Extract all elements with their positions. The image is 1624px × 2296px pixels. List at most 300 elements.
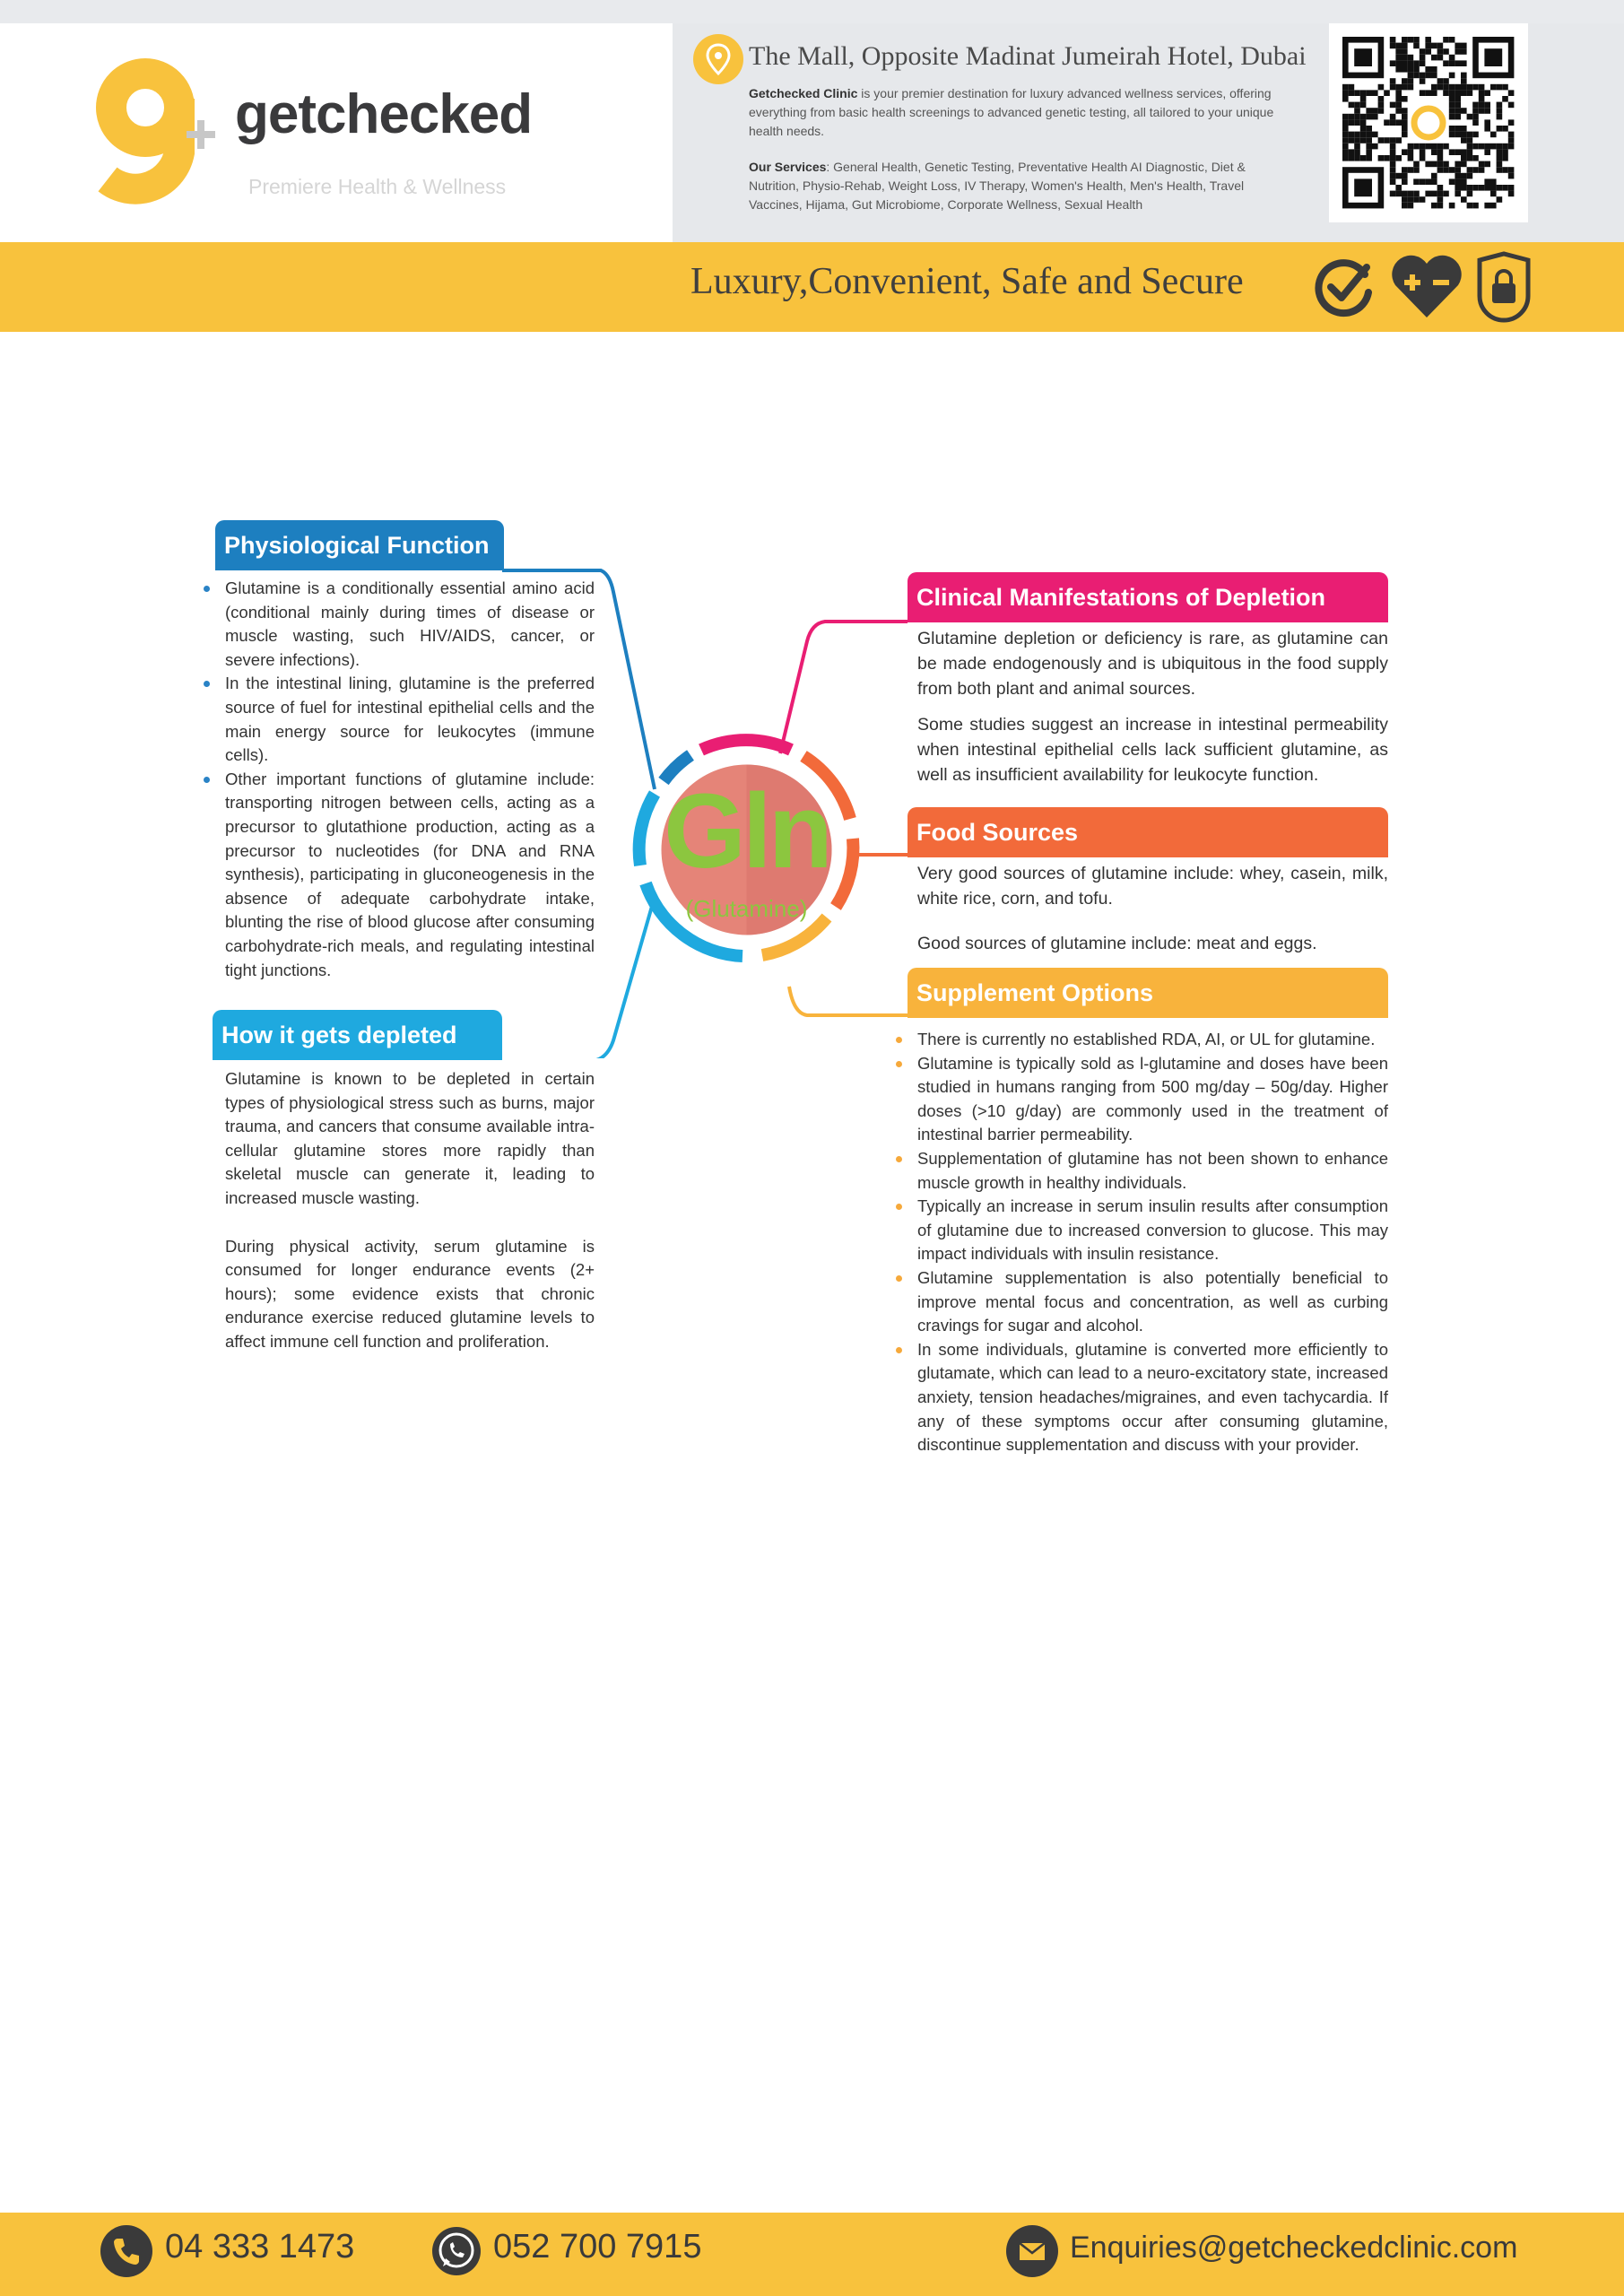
qr-module	[1431, 84, 1437, 91]
qr-module	[1472, 167, 1479, 173]
qr-module	[1484, 185, 1490, 191]
qr-module	[1449, 126, 1455, 132]
qr-module	[1384, 90, 1390, 96]
paragraph: Glutamine is known to be depleted in certain types of physiological stress such as burns, major trauma, and cancers that consume available intra-cellular glutamine stores more rapidly than skeletal muscle can generate it, leading to increased muscle wasting.	[225, 1069, 595, 1207]
qr-module	[1402, 119, 1408, 126]
qr-module	[1497, 114, 1503, 120]
qr-module	[1420, 55, 1426, 61]
qr-module	[1467, 203, 1473, 209]
qr-module	[1425, 66, 1431, 73]
qr-module	[1437, 55, 1444, 61]
qr-module	[1413, 37, 1420, 43]
qr-module	[1349, 119, 1355, 126]
qr-module	[1490, 191, 1497, 197]
qr-code-panel[interactable]	[1329, 23, 1528, 222]
qr-module	[1342, 90, 1349, 96]
qr-module	[1402, 96, 1408, 102]
top-strip	[0, 0, 1624, 23]
qr-module	[1360, 126, 1367, 132]
qr-module	[1366, 155, 1372, 161]
qr-module	[1449, 73, 1455, 79]
qr-module	[1420, 48, 1426, 55]
qr-module	[1502, 149, 1508, 155]
supplement-options-list	[917, 1028, 1388, 1457]
qr-module	[1508, 167, 1515, 173]
qr-module	[1479, 84, 1485, 91]
phone-icon	[100, 2225, 152, 2277]
qr-module	[1472, 132, 1479, 138]
qr-module	[1508, 137, 1515, 144]
qr-module	[1449, 84, 1455, 91]
qr-module	[1479, 90, 1485, 96]
qr-module	[1467, 132, 1473, 138]
qr-module	[1449, 102, 1455, 109]
qr-module	[1408, 167, 1414, 173]
qr-module	[1360, 114, 1367, 120]
qr-module	[1402, 114, 1408, 120]
qr-module	[1461, 90, 1467, 96]
qr-module	[1437, 161, 1444, 168]
qr-module	[1467, 167, 1473, 173]
qr-finder	[1354, 48, 1372, 66]
qr-module	[1484, 102, 1490, 109]
list-item: In the intestinal lining, glutamine is the preferred source of fuel for intestinal epithelial cells and the main energy source for leukocytes (immune cells).	[225, 672, 595, 767]
qr-module	[1413, 196, 1420, 203]
qr-module	[1497, 196, 1503, 203]
qr-module	[1472, 108, 1479, 114]
qr-module	[1402, 191, 1408, 197]
qr-module	[1431, 178, 1437, 185]
qr-module	[1437, 167, 1444, 173]
qr-module	[1413, 191, 1420, 197]
qr-module	[1443, 60, 1449, 66]
qr-module	[1490, 185, 1497, 191]
qr-module	[1490, 203, 1497, 209]
email-address[interactable]: Enquiries@getcheckedclinic.com	[1070, 2231, 1518, 2265]
qr-module	[1413, 60, 1420, 66]
qr-module	[1395, 185, 1402, 191]
qr-module	[1449, 203, 1455, 209]
qr-module	[1354, 90, 1360, 96]
qr-module	[1408, 149, 1414, 155]
qr-module	[1395, 90, 1402, 96]
qr-module	[1437, 144, 1444, 150]
qr-module	[1431, 55, 1437, 61]
qr-module	[1467, 155, 1473, 161]
qr-module	[1449, 178, 1455, 185]
qr-module	[1467, 114, 1473, 120]
qr-module	[1497, 84, 1503, 91]
qr-module	[1484, 108, 1490, 114]
getchecked-logo-icon	[90, 45, 224, 224]
qr-module	[1502, 144, 1508, 150]
qr-module	[1366, 90, 1372, 96]
qr-module	[1390, 37, 1396, 43]
qr-module	[1472, 155, 1479, 161]
qr-module	[1413, 161, 1420, 168]
qr-module	[1354, 149, 1360, 155]
qr-module	[1490, 132, 1497, 138]
qr-module	[1402, 108, 1408, 114]
paragraph: Glutamine depletion or deficiency is rare, as glutamine can be made endogenously and is ubiquitous in the food supply from both plant and animal sources.	[917, 629, 1388, 699]
qr-module	[1420, 178, 1426, 185]
qr-module	[1395, 173, 1402, 179]
qr-module	[1508, 191, 1515, 197]
qr-module	[1354, 114, 1360, 120]
qr-module	[1484, 126, 1490, 132]
qr-module	[1455, 108, 1461, 114]
qr-module	[1461, 126, 1467, 132]
qr-module	[1443, 167, 1449, 173]
qr-module	[1449, 167, 1455, 173]
qr-module	[1349, 149, 1355, 155]
qr-module	[1431, 73, 1437, 79]
qr-module	[1372, 108, 1378, 114]
how-it-gets-depleted-heading: How it gets depleted	[213, 1010, 502, 1060]
qr-module	[1342, 137, 1349, 144]
qr-module	[1461, 178, 1467, 185]
qr-module	[1408, 60, 1414, 66]
qr-module	[1502, 185, 1508, 191]
physiological-function-body	[225, 577, 595, 982]
qr-module	[1484, 119, 1490, 126]
qr-module	[1408, 66, 1414, 73]
qr-module	[1402, 132, 1408, 138]
qr-module	[1431, 149, 1437, 155]
qr-module	[1390, 60, 1396, 66]
qr-module	[1497, 167, 1503, 173]
how-it-gets-depleted-body	[225, 1067, 595, 1354]
qr-module	[1508, 132, 1515, 138]
qr-module	[1484, 161, 1490, 168]
qr-module	[1455, 185, 1461, 191]
supplement-options-heading: Supplement Options	[908, 968, 1388, 1018]
qr-module	[1390, 144, 1396, 150]
paragraph: Some studies suggest an increase in intestinal permeability when intestinal epithelial cells lack sufficient glutamine, as well as insufficient availability for leukocyte function.	[917, 715, 1388, 785]
brand-name: getchecked	[235, 83, 533, 145]
qr-module	[1390, 161, 1396, 168]
qr-module	[1408, 155, 1414, 161]
qr-module	[1390, 102, 1396, 109]
qr-module	[1402, 60, 1408, 66]
qr-module	[1455, 191, 1461, 197]
qr-module	[1431, 203, 1437, 209]
qr-module	[1408, 144, 1414, 150]
qr-module	[1461, 48, 1467, 55]
qr-module	[1437, 84, 1444, 91]
qr-module	[1390, 173, 1396, 179]
qr-module	[1449, 37, 1455, 43]
qr-module	[1497, 102, 1503, 109]
qr-module	[1455, 126, 1461, 132]
qr-module	[1455, 43, 1461, 49]
qr-module	[1449, 90, 1455, 96]
qr-module	[1354, 137, 1360, 144]
qr-module	[1437, 43, 1444, 49]
phone-number[interactable]: 04 333 1473	[165, 2228, 355, 2266]
qr-finder	[1354, 178, 1372, 196]
qr-module	[1449, 108, 1455, 114]
qr-module	[1484, 178, 1490, 185]
qr-module	[1461, 137, 1467, 144]
qr-module	[1479, 96, 1485, 102]
qr-module	[1472, 203, 1479, 209]
qr-module	[1508, 173, 1515, 179]
qr-module	[1455, 173, 1461, 179]
qr-module	[1497, 108, 1503, 114]
qr-module	[1461, 149, 1467, 155]
qr-module	[1349, 84, 1355, 91]
qr-module	[1479, 102, 1485, 109]
qr-module	[1508, 90, 1515, 96]
about-text: is your premier destination for luxury advanced wellness services, offering everything from basic health screenings to advanced genetic testing, all tailored to your unique health needs.	[749, 86, 1274, 138]
qr-module	[1402, 167, 1408, 173]
qr-module	[1342, 114, 1349, 120]
qr-module	[1395, 48, 1402, 55]
qr-module	[1342, 132, 1349, 138]
qr-module	[1437, 149, 1444, 155]
qr-module	[1342, 96, 1349, 102]
qr-module	[1467, 144, 1473, 150]
qr-module	[1443, 48, 1449, 55]
qr-module	[1425, 191, 1431, 197]
qr-module	[1490, 178, 1497, 185]
qr-module	[1413, 144, 1420, 150]
qr-module	[1390, 119, 1396, 126]
qr-module	[1479, 167, 1485, 173]
qr-module	[1378, 102, 1385, 109]
qr-module	[1420, 144, 1426, 150]
qr-module	[1390, 178, 1396, 185]
qr-module	[1384, 119, 1390, 126]
qr-module	[1366, 137, 1372, 144]
qr-module	[1461, 155, 1467, 161]
qr-module	[1425, 73, 1431, 79]
qr-module	[1360, 119, 1367, 126]
qr-module	[1378, 137, 1385, 144]
qr-module	[1508, 119, 1515, 126]
qr-module	[1354, 119, 1360, 126]
qr-module	[1402, 43, 1408, 49]
qr-module	[1431, 66, 1437, 73]
qr-module	[1413, 66, 1420, 73]
qr-module	[1402, 149, 1408, 155]
qr-module	[1395, 137, 1402, 144]
qr-module	[1425, 90, 1431, 96]
qr-module	[1372, 144, 1378, 150]
qr-module	[1449, 149, 1455, 155]
qr-module	[1497, 126, 1503, 132]
qr-module	[1502, 167, 1508, 173]
qr-module	[1342, 126, 1349, 132]
check-badge-icon	[1311, 253, 1379, 321]
qr-module	[1455, 84, 1461, 91]
qr-module	[1395, 43, 1402, 49]
qr-module	[1395, 191, 1402, 197]
qr-module	[1402, 84, 1408, 91]
qr-module	[1467, 185, 1473, 191]
qr-module	[1342, 155, 1349, 161]
qr-module	[1360, 102, 1367, 109]
qr-module	[1497, 149, 1503, 155]
qr-module	[1449, 55, 1455, 61]
qr-module	[1395, 108, 1402, 114]
services-text: : General Health, Genetic Testing, Preventative Health AI Diagnostic, Diet & Nutrition, Physio-Rehab, Weight Loss, IV Therapy, Women's Health, Men's Health, Travel Vaccines, Hijama, Gut Microbiome, Corporate Wellness, Sexual Health	[749, 160, 1246, 212]
qr-module	[1443, 37, 1449, 43]
qr-module	[1360, 155, 1367, 161]
qr-module	[1461, 161, 1467, 168]
qr-module	[1395, 119, 1402, 126]
paragraph: During physical activity, serum glutamine is consumed for longer endurance events (2+ hours); some evidence exists that chronic endurance exercise reduced glutamine levels to affect immune cell function and proliferation.	[225, 1236, 595, 1351]
slogan: Luxury,Convenient, Safe and Secure	[690, 261, 1244, 302]
qr-module	[1455, 90, 1461, 96]
qr-module	[1366, 132, 1372, 138]
qr-module	[1455, 149, 1461, 155]
qr-module	[1472, 114, 1479, 120]
qr-module	[1372, 114, 1378, 120]
qr-module	[1437, 48, 1444, 55]
paragraph: Very good sources of glutamine include: whey, casein, milk, white rice, corn, and tofu.	[917, 864, 1388, 909]
qr-module	[1461, 132, 1467, 138]
qr-module	[1384, 137, 1390, 144]
qr-module	[1449, 60, 1455, 66]
qr-module	[1461, 108, 1467, 114]
clinic-services	[749, 158, 1287, 214]
qr-module	[1402, 126, 1408, 132]
qr-module	[1497, 144, 1503, 150]
whatsapp-number[interactable]: 052 700 7915	[493, 2228, 702, 2266]
qr-module	[1508, 185, 1515, 191]
qr-module	[1455, 96, 1461, 102]
qr-module	[1437, 191, 1444, 197]
qr-module	[1408, 203, 1414, 209]
qr-module	[1342, 149, 1349, 155]
qr-module	[1502, 96, 1508, 102]
qr-module	[1360, 90, 1367, 96]
qr-module	[1420, 149, 1426, 155]
qr-module	[1420, 196, 1426, 203]
qr-module	[1420, 60, 1426, 66]
qr-module	[1431, 90, 1437, 96]
qr-module	[1413, 167, 1420, 173]
qr-module	[1390, 114, 1396, 120]
qr-module	[1455, 167, 1461, 173]
qr-module	[1390, 167, 1396, 173]
qr-module	[1484, 203, 1490, 209]
qr-module	[1349, 90, 1355, 96]
qr-module	[1402, 78, 1408, 84]
qr-module	[1402, 55, 1408, 61]
qr-module	[1349, 114, 1355, 120]
qr-module	[1366, 126, 1372, 132]
qr-module	[1431, 43, 1437, 49]
qr-module	[1395, 96, 1402, 102]
list-item: Glutamine is typically sold as l-glutamine and doses have been studied in humans ranging from 500 mg/day – 50g/day. Higher doses (>10 g/day) are commonly used in the treatment of intestinal barrier permeability.	[917, 1052, 1388, 1147]
qr-module	[1349, 132, 1355, 138]
gln-name: (Glutamine)	[685, 895, 808, 922]
list-item: Supplementation of glutamine has not been shown to enhance muscle growth in healthy individuals.	[917, 1147, 1388, 1195]
qr-module	[1472, 102, 1479, 109]
qr-module	[1408, 196, 1414, 203]
qr-module	[1508, 144, 1515, 150]
list-item: Typically an increase in serum insulin results after consumption of glutamine due to increased conversion to glucose. This may impact individuals with insulin resistance.	[917, 1195, 1388, 1266]
services-bold: Our Services	[749, 160, 827, 174]
qr-module	[1479, 108, 1485, 114]
qr-module	[1390, 155, 1396, 161]
qr-module	[1354, 155, 1360, 161]
qr-module	[1502, 126, 1508, 132]
qr-module	[1390, 149, 1396, 155]
qr-module	[1408, 78, 1414, 84]
qr-module	[1431, 191, 1437, 197]
list-item: There is currently no established RDA, AI, or UL for glutamine.	[917, 1028, 1388, 1052]
qr-module	[1431, 144, 1437, 150]
qr-module	[1455, 114, 1461, 120]
qr-module	[1420, 155, 1426, 161]
qr-module	[1360, 132, 1367, 138]
qr-module	[1431, 161, 1437, 168]
clinical-manifestations-heading: Clinical Manifestations of Depletion	[908, 572, 1388, 622]
qr-finder	[1484, 48, 1502, 66]
qr-module	[1366, 114, 1372, 120]
qr-module	[1372, 132, 1378, 138]
qr-module	[1425, 37, 1431, 43]
qr-module	[1395, 60, 1402, 66]
qr-module	[1402, 173, 1408, 179]
location-pin-icon	[693, 34, 743, 84]
qr-module	[1443, 144, 1449, 150]
qr-module	[1443, 78, 1449, 84]
qr-module	[1402, 37, 1408, 43]
qr-module	[1425, 144, 1431, 150]
qr-module	[1413, 178, 1420, 185]
qr-module	[1366, 108, 1372, 114]
qr-module	[1366, 144, 1372, 150]
qr-module	[1349, 102, 1355, 109]
qr-module	[1402, 203, 1408, 209]
qr-module	[1402, 66, 1408, 73]
qr-module	[1408, 55, 1414, 61]
list-item: Glutamine supplementation is also potentially beneficial to improve mental focus and concentration, as well as curbing cravings for sugar and alcohol.	[917, 1266, 1388, 1338]
qr-module	[1354, 132, 1360, 138]
qr-module	[1354, 144, 1360, 150]
clinical-manifestations-body	[917, 626, 1388, 787]
qr-module	[1342, 119, 1349, 126]
qr-module	[1413, 73, 1420, 79]
qr-module	[1408, 84, 1414, 91]
qr-module	[1467, 137, 1473, 144]
qr-module	[1497, 185, 1503, 191]
qr-module	[1484, 149, 1490, 155]
qr-module	[1484, 90, 1490, 96]
qr-module	[1443, 84, 1449, 91]
qr-module	[1342, 144, 1349, 150]
qr-module	[1378, 96, 1385, 102]
qr-module	[1443, 90, 1449, 96]
qr-module	[1431, 173, 1437, 179]
qr-module	[1490, 84, 1497, 91]
qr-module	[1395, 102, 1402, 109]
qr-module	[1467, 90, 1473, 96]
list-item: Other important functions of glutamine include: transporting nitrogen between cells, acting as a precursor to glutathione production, acting as a precursor to nucleotides (for DNA and RNA synthesis), participating in gluconeogenesis in the absence of adequate carbohydrate intake, blunting the rise of blood glucose after consuming carbohydrate-rich meals, and regulating intestinal tight junctions.	[225, 768, 595, 982]
qr-module	[1360, 137, 1367, 144]
qr-module	[1402, 196, 1408, 203]
qr-module	[1420, 73, 1426, 79]
qr-module	[1449, 114, 1455, 120]
qr-module	[1402, 48, 1408, 55]
qr-module	[1490, 144, 1497, 150]
qr-module	[1479, 161, 1485, 168]
